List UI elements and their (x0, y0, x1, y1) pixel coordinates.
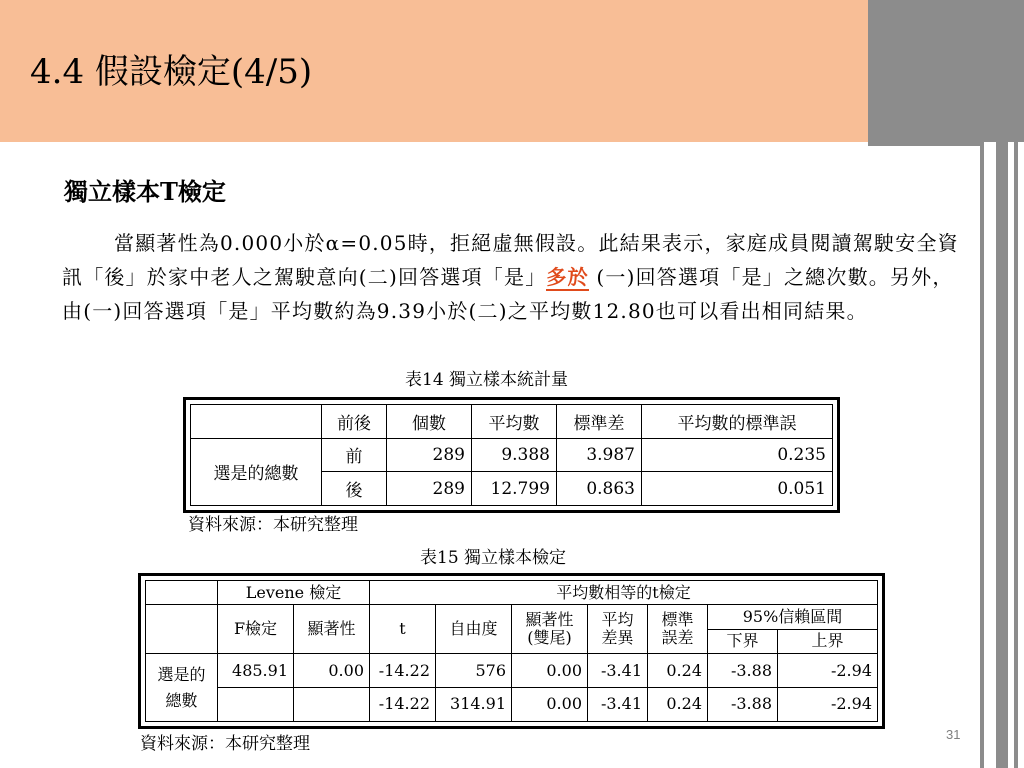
table-header-group: 平均數相等的t檢定 (370, 581, 878, 605)
header-line: (雙尾) (527, 628, 572, 648)
table-cell: 289 (387, 472, 472, 506)
table-header: 平均數 (472, 405, 557, 439)
section-subtitle: 獨立樣本T檢定 (64, 177, 226, 206)
slide-title: 4.4 假設檢定(4/5) (30, 52, 313, 92)
decor-bar (868, 142, 984, 146)
table-cell: 576 (436, 654, 512, 688)
table15-caption: 表15 獨立樣本檢定 (420, 548, 567, 568)
table-header: 下界 (708, 629, 778, 653)
table-cell: -2.94 (778, 654, 878, 688)
table-cell (294, 687, 370, 721)
table-row (191, 438, 833, 472)
table-header-row (191, 405, 833, 439)
table-header: F檢定 (218, 605, 294, 654)
decor-bar (1014, 142, 1018, 768)
table-cell: 0.00 (512, 687, 588, 721)
table-cell: 0.863 (557, 472, 642, 506)
table-header: 前後 (322, 405, 387, 439)
row-label-line: 總數 (165, 690, 198, 710)
table-cell: -3.41 (588, 687, 648, 721)
table-cell: -14.22 (370, 687, 436, 721)
table-header: 上界 (778, 629, 878, 653)
header-line: 誤差 (661, 628, 694, 648)
table-header (648, 605, 708, 654)
table14-caption: 表14 獨立樣本統計量 (405, 370, 569, 390)
table15 (145, 580, 878, 722)
table-header: 個數 (387, 405, 472, 439)
table-cell (218, 687, 294, 721)
header-line: 差異 (601, 628, 634, 648)
row-label-line: 選是的 (157, 664, 206, 684)
table-header: 平均數的標準誤 (642, 405, 833, 439)
decor-bar (980, 142, 984, 768)
table-cell: 後 (322, 472, 387, 506)
table-header: 顯著性 (294, 605, 370, 654)
table-cell: 9.388 (472, 438, 557, 472)
table-cell: -3.88 (708, 654, 778, 688)
table14-source: 資料來源：本研究整理 (188, 515, 358, 535)
paragraph-part2: (一)回答選項「是」之總次數。另外，由(一)回答選項「是」平均數約為9.39小於(二)之平均數12.80也可以看出相同結果。 (62, 265, 954, 323)
page-number: 31 (946, 727, 961, 742)
table-cell: 289 (387, 438, 472, 472)
table-header-empty (146, 581, 218, 605)
table-cell: 0.00 (294, 654, 370, 688)
table-header (512, 605, 588, 654)
table14 (190, 404, 833, 506)
title-band-gray (868, 0, 1024, 142)
paragraph-part1: 當顯著性為0.000小於α=0.05時，拒絕虛無假設。此結果表示，家庭成員閱讀駕駛安全資訊「後」於家中老人之駕駛意向(二)回答選項「是」 (62, 231, 959, 289)
decor-bar (996, 142, 1008, 768)
body-paragraph (62, 226, 968, 328)
table-cell: -3.41 (588, 654, 648, 688)
table-row (146, 654, 878, 688)
table-header-group: Levene 檢定 (218, 581, 370, 605)
paragraph-highlight: 多於 (546, 265, 589, 289)
table-cell: -3.88 (708, 687, 778, 721)
row-label: 選是的總數 (191, 438, 322, 505)
table-cell: 485.91 (218, 654, 294, 688)
table15-source: 資料來源：本研究整理 (140, 734, 310, 754)
header-line: 標準 (661, 610, 694, 630)
row-label (146, 654, 218, 722)
table14-frame (183, 397, 840, 513)
table-cell: 前 (322, 438, 387, 472)
table-cell: 0.00 (512, 654, 588, 688)
table-header: 95%信賴區間 (708, 605, 878, 629)
table-header-empty (146, 605, 218, 654)
table-row (146, 687, 878, 721)
table-header (588, 605, 648, 654)
table15-frame (138, 573, 885, 729)
table-cell: -2.94 (778, 687, 878, 721)
table-header: 標準差 (557, 405, 642, 439)
table-cell: 0.24 (648, 654, 708, 688)
header-line: 顯著性 (525, 610, 574, 630)
table-header: 自由度 (436, 605, 512, 654)
table-header-empty (191, 405, 322, 439)
table-cell: 12.799 (472, 472, 557, 506)
table-cell: 0.24 (648, 687, 708, 721)
header-line: 平均 (601, 610, 634, 630)
table-cell: 314.91 (436, 687, 512, 721)
table-cell: 0.235 (642, 438, 833, 472)
table-cell: 0.051 (642, 472, 833, 506)
table-cell: -14.22 (370, 654, 436, 688)
table-header-row (146, 581, 878, 605)
table-header: t (370, 605, 436, 654)
table-header-row (146, 605, 878, 629)
table-cell: 3.987 (557, 438, 642, 472)
